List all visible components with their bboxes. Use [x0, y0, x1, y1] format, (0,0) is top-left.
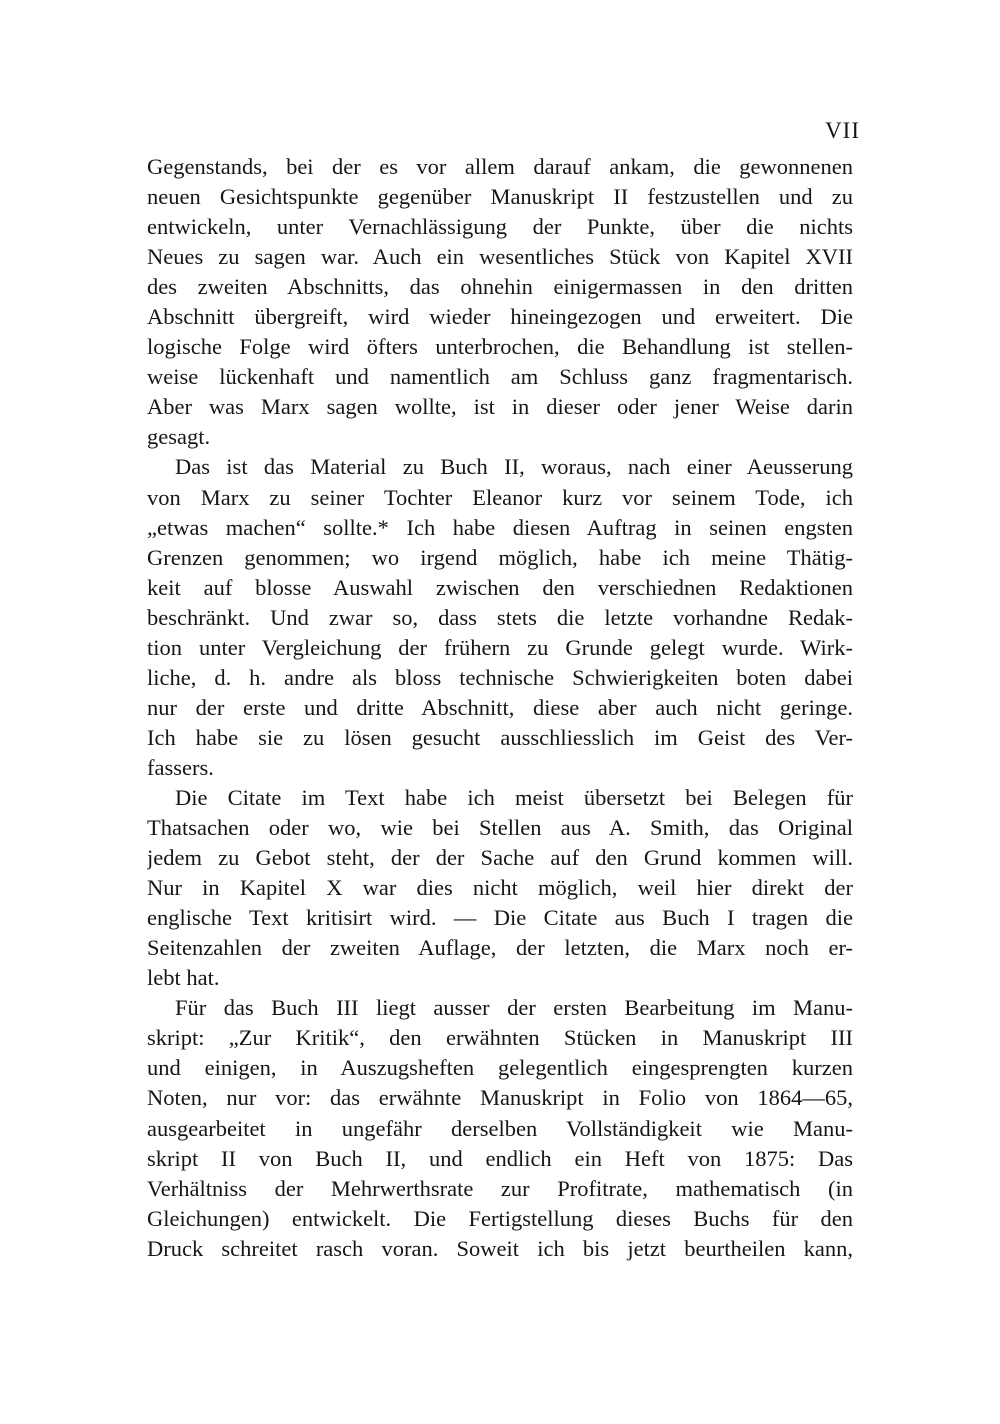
text-line: jedem zu Gebot steht, der der Sache auf den Grund kommen will. — [147, 845, 853, 871]
text-line: weise lückenhaft und namentlich am Schluss ganz fragmentarisch. — [147, 364, 853, 390]
page-number: VII — [825, 118, 860, 143]
text-line: entwickeln, unter Vernachlässigung der Punkte, über die nichts — [147, 214, 853, 240]
text-line: Nur in Kapitel X war dies nicht möglich, weil hier direkt der — [147, 875, 853, 901]
text-line: lebt hat. — [147, 965, 220, 991]
text-line: keit auf blosse Auswahl zwischen den verschiednen Redaktionen — [147, 574, 853, 600]
text-line: liche, d. h. andre als bloss technische Schwierigkeiten boten dabei — [147, 664, 853, 690]
text-line: fassers. — [147, 754, 214, 780]
paragraph — [147, 152, 853, 452]
text-line: Gegenstands, bei der es vor allem darauf ankam, die gewonnenen — [147, 154, 853, 179]
text-line: Grenzen genommen; wo irgend möglich, habe ich meine Thätig- — [147, 544, 853, 570]
text-line: tion unter Vergleichung der frühern zu Grunde gelegt wurde. Wirk- — [147, 634, 853, 660]
text-line: Verhältniss der Mehrwerthsrate zur Profitrate, mathematisch (in — [147, 1175, 853, 1201]
text-line: Druck schreitet rasch voran. Soweit ich bis jetzt beurtheilen kann, — [147, 1235, 853, 1261]
text-line: von Marx zu seiner Tochter Eleanor kurz vor seinem Tode, ich — [147, 484, 853, 510]
text-line: Ich habe sie zu lösen gesucht ausschliesslich im Geist des Ver- — [147, 724, 853, 750]
text-line: logische Folge wird öfters unterbrochen, die Behandlung ist stellen- — [147, 334, 853, 360]
text-line: Gleichungen) entwickelt. Die Fertigstellung dieses Buchs für den — [147, 1205, 853, 1231]
text-body — [147, 152, 853, 1264]
text-line: Seitenzahlen der zweiten Auflage, der letzten, die Marx noch er- — [147, 935, 853, 961]
text-line: „etwas machen“ sollte.* Ich habe diesen Auftrag in seinen engsten — [147, 514, 853, 540]
paragraph — [147, 993, 853, 1263]
text-line: Thatsachen oder wo, wie bei Stellen aus A. Smith, das Original — [147, 815, 853, 841]
text-line: Für das Buch III liegt ausser der ersten Bearbeitung im Manu- — [175, 995, 853, 1021]
text-line: ausgearbeitet in ungefähr derselben Vollständigkeit wie Manu- — [147, 1115, 853, 1141]
text-line: Das ist das Material zu Buch II, woraus, nach einer Aeusserung — [175, 454, 853, 480]
text-line: skript II von Buch II, und endlich ein Heft von 1875: Das — [147, 1145, 853, 1171]
text-line: Abschnitt übergreift, wird wieder hineingezogen und erweitert. Die — [147, 304, 853, 330]
text-line: des zweiten Abschnitts, das ohnehin einigermassen in den dritten — [147, 274, 853, 300]
paragraph — [147, 452, 853, 783]
text-line: englische Text kritisirt wird. — Die Citate aus Buch I tragen die — [147, 905, 853, 931]
text-line: nur der erste und dritte Abschnitt, diese aber auch nicht geringe. — [147, 694, 853, 720]
paragraph — [147, 783, 853, 993]
text-line: neuen Gesichtspunkte gegenüber Manuskript II festzustellen und zu — [147, 184, 853, 210]
text-line: Neues zu sagen war. Auch ein wesentliches Stück von Kapitel XVII — [147, 244, 853, 270]
text-line: Noten, nur vor: das erwähnte Manuskript in Folio von 1864—65, — [147, 1085, 853, 1111]
text-line: gesagt. — [147, 424, 211, 450]
text-line: und einigen, in Auszugsheften gelegentlich eingesprengten kurzen — [147, 1055, 853, 1081]
text-line: Aber was Marx sagen wollte, ist in dieser oder jener Weise darin — [147, 394, 853, 420]
text-line: beschränkt. Und zwar so, dass stets die letzte vorhandne Redak- — [147, 604, 853, 630]
text-line: Die Citate im Text habe ich meist übersetzt bei Belegen für — [175, 784, 853, 810]
text-line: skript: „Zur Kritik“, den erwähnten Stücken in Manuskript III — [147, 1025, 853, 1051]
